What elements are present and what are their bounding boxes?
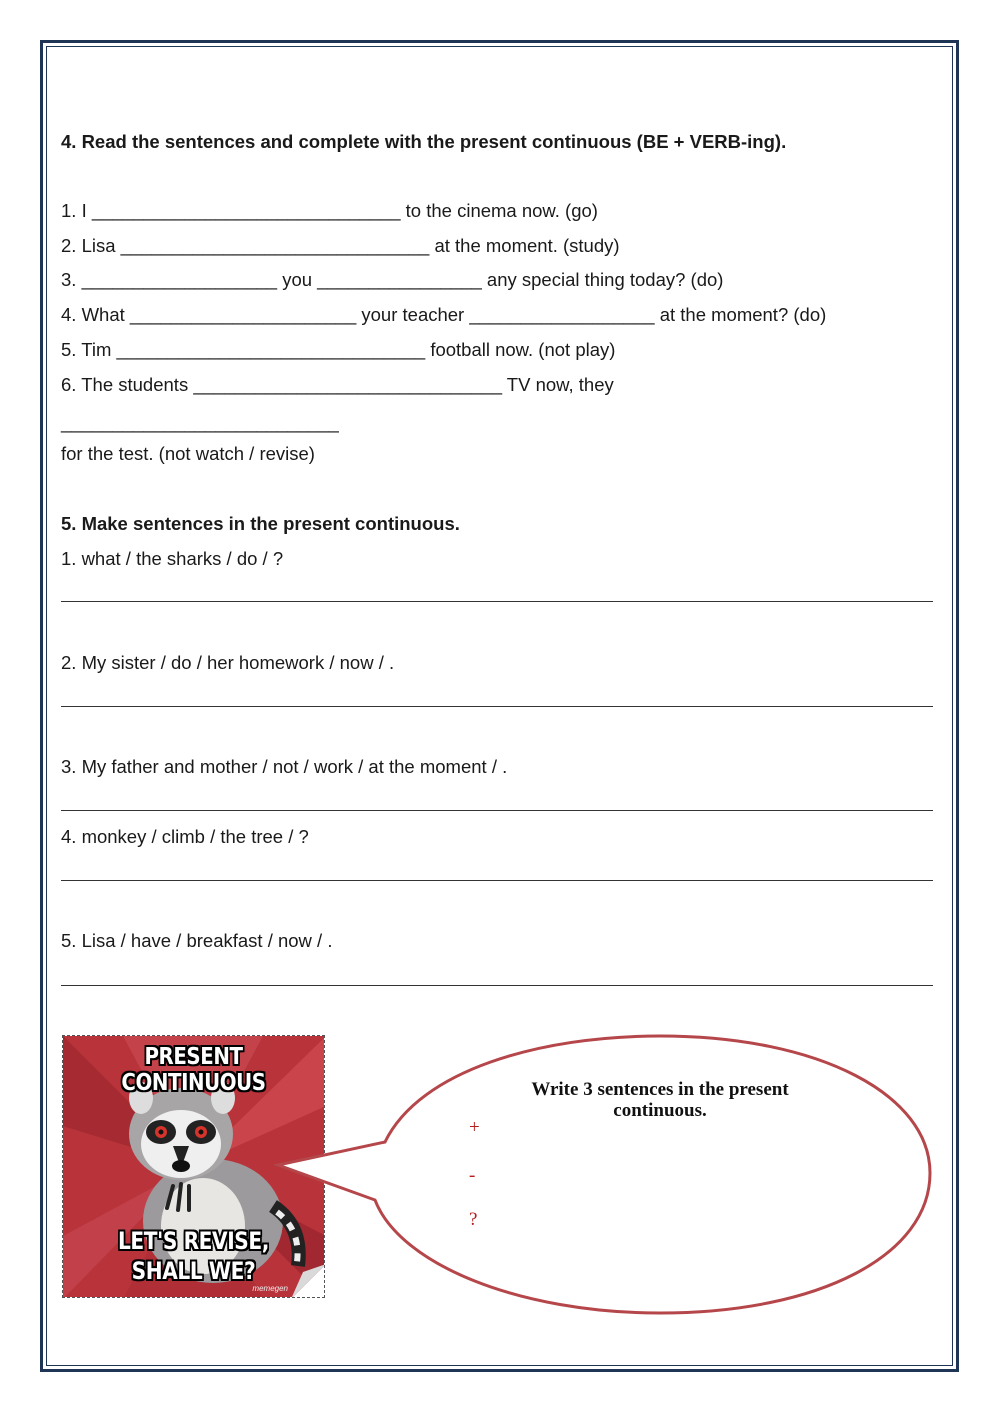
bubble-question-symbol: ? [469,1209,478,1230]
exercise4-item-6: 6. The students ______________________________ TV now, they [61,374,614,395]
exercise4-item-3: 3. ___________________ you ________________ any special thing today? (do) [61,269,724,290]
meme-top-text: PRESENT CONTINUOUS [121,1044,266,1096]
exercise4-heading: 4. Read the sentences and complete with the present continuous (BE + VERB-ing). [61,131,787,152]
bubble-minus-symbol: - [469,1165,476,1186]
exercise4-item-5: 5. Tim ______________________________ football now. (not play) [61,339,616,360]
exercise4-item-6-blank: ___________________________ [61,412,339,433]
meme-bottom-line-1: LET'S REVISE, [118,1227,269,1255]
exercise4-item-4: 4. What ______________________ your teacher __________________ at the moment? (do) [61,304,827,325]
exercise5-prompt-4: 4. monkey / climb / the tree / ? [61,826,309,847]
exercise5-prompt-1: 1. what / the sharks / do / ? [61,548,284,569]
exercise4-item-6-end: for the test. (not watch / revise) [61,443,315,464]
exercise4-item-1: 1. I ______________________________ to the cinema now. (go) [61,200,598,221]
meme-bottom-line-2: SHALL WE? [131,1257,256,1285]
bubble-plus-symbol: + [469,1117,480,1138]
exercise5-prompt-2: 2. My sister / do / her homework / now / . [61,652,395,673]
exercise5-prompt-5: 5. Lisa / have / breakfast / now / . [61,930,333,951]
meme-watermark: memegen [252,1284,288,1293]
bubble-instruction: Write 3 sentences in the present continuous. [531,1079,789,1121]
exercise4-item-2: 2. Lisa ______________________________ at the moment. (study) [61,235,620,256]
exercise5-prompt-3: 3. My father and mother / not / work / at the moment / . [61,756,508,777]
exercise5-heading: 5. Make sentences in the present continuous. [61,513,460,534]
